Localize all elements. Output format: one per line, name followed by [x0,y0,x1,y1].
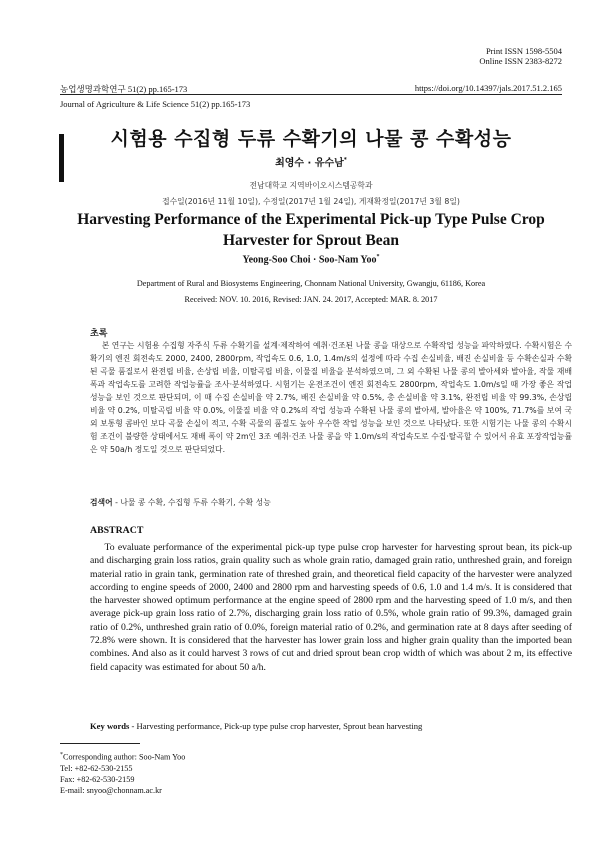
email[interactable]: E-mail: snyoo@chonnam.ac.kr [60,786,162,796]
abstract-ko-heading: 초록 [90,329,108,339]
authors-ko [60,154,562,169]
keywords-ko-list: - 나물 콩 수확, 수집형 두류 수확기, 수확 성능 [112,498,271,507]
authors-en-names: Yeong-Soo Choi · Soo-Nam Yoo [242,254,377,266]
header-divider [60,94,562,95]
keywords-en-label: Key words [90,721,130,731]
keywords-en [90,721,422,731]
corresponding-author-text: Corresponding author: Soo-Nam Yoo [63,752,186,762]
keywords-ko-label: 검색어 [90,498,113,507]
abstract-en-body: To evaluate performance of the experimental pick-up type pulse crop harvester for harvesting sprout bean, its pick-up and discharging grain loss ratios, grain quality such as whole grain ratio, damaged grain ratio, unthreshed grain, and foreign material ratio in grain tank, germination rate of threshed grain, and theoretical field capacity of the harvester were analyzed according to engine speeds of 2000, 2400 and 2800 rpm and harvesting speeds of 0.6, 1.0 and 1.4 m/s. It is considered that the harvester showed optimum performance at the engine speed of 2800 rpm and the harvesting speed of 1.0 m/s, and then average pick-up grain loss ratio of 2.7%, discharging grain loss ratio of 0.5%, whole grain ratio of 99.3%, damaged grain ratio of 0.2%, unthreshed grain ratio of 0.0%, foreign material ratio of 0.2%, and germination rate at 8 days after seeding of 72.8% were shown. It is considered that the harvester has lower grain loss and higher grain quality than the imported bean combines. And also as it could harvest 3 rows of cut and dried sprout bean crop width of which was about 2 m, its effective field capacity was estimated for about 50 a/h. [90,542,572,673]
keywords-en-list: - Harvesting performance, Pick-up type pulse crop harvester, Sprout bean harvesting [129,721,423,731]
page-title-ko: 시험용 수집형 두류 수확기의 나물 콩 수확성능 [110,128,512,150]
fax: Fax: +82-62-530-2159 [60,775,135,785]
affiliation-en: Department of Rural and Biosystems Engineering, Chonnam National University, Gwangju, 61186, Korea [136,279,486,288]
page-title-en: Harvesting Performance of the Experimental Pick-up Type Pulse Crop Harvester for Sprout Bean [77,211,545,249]
corresponding-mark-ko: * [343,156,347,164]
corresponding-author [60,750,185,763]
tel: Tel: +82-62-530-2155 [60,763,133,773]
abstract-en-heading: ABSTRACT [90,525,144,536]
online-issn: Online ISSN 2383-8272 [479,56,562,66]
footnote-divider [60,743,140,744]
authors-en [60,254,562,265]
footnote [60,750,185,797]
corresponding-mark-en: * [376,254,380,260]
dates-ko: 접수일(2016년 11월 10일), 수정일(2017년 1월 24일), 게재확정일(2017년 3월 8일) [162,197,460,206]
affiliation-ko: 전남대학교 지역바이오시스템공학과 [249,181,373,190]
footnote-mark: * [60,752,63,758]
doi-link[interactable]: https://doi.org/10.14397/jals.2017.51.2.165 [414,83,562,93]
abstract-ko-body: 본 연구는 시험용 수집형 자주식 두류 수확기를 설계·제작하여 예취·건조된 나물 콩을 대상으로 수확작업 성능을 파악하였다. 수확시험은 수확기의 엔진 회전속도 2000, 2400, 2800rpm, 작업속도 0.6, 1.0, 1.4m/s의 설정에 따라 수집 손실비율, 배진 손실비율 등 수확손실과 수확된 곡물 품질로서 완전립 비율, 손상립 비율, 미탈곡립 비율, 이물질 비율을 분석하였으며, 그 외 수확된 나물 콩의 발아세와 발아율, 작물 재배 폭과 작업속도를 고려한 작업능률을 조사·분석하였다. 시험기는 운전조건이 엔진 회전속도 2800rpm, 작업속도 1.0m/s일 때 가장 좋은 작업 성능을 보인 것으로 판단되며, 이 때 수집 손실비율 약 2.7%, 배진 손실비율 약 0.5%, 총 손실비율 약 3.1%, 완전립 비율 약 99.3%, 손상립 비율 약 0.2%, 미탈곡립 비율 약 0.0%, 이물질 비율 약 0.2%의 작업 성능과 수확된 나물 콩의 발아세, 발아율은 약 100%, 71.7%를 보여 국외 보통형 콤바인 보다 곡물 손실이 적고, 수확 곡물의 품질도 높아 우수한 작업 성능을 보인 것으로 나타났다. 또한 시험기는 나물 콩의 수확시험 조건이 불량한 상태에서도 재배 폭이 약 2m인 3조 예취·건조 나물 콩을 약 1.0m/s의 작업속도로 수집·탈곡할 수 있어서 유효 포장작업능률은 약 50a/h 정도일 것으로 판단되었다. [90,341,572,454]
print-issn: Print ISSN 1598-5504 [485,46,562,56]
journal-citation-ko: 농업생명과학연구 51(2) pp.165-173 [60,84,188,94]
keywords-ko [90,497,271,508]
journal-citation-en: Journal of Agriculture & Life Science 51(2) pp.165-173 [60,99,251,109]
authors-ko-names: 최영수 · 유수남 [275,158,344,169]
issn-block [479,46,562,66]
dates-en: Received: NOV. 10. 2016, Revised: JAN. 24. 2017, Accepted: MAR. 8. 2017 [184,295,438,304]
